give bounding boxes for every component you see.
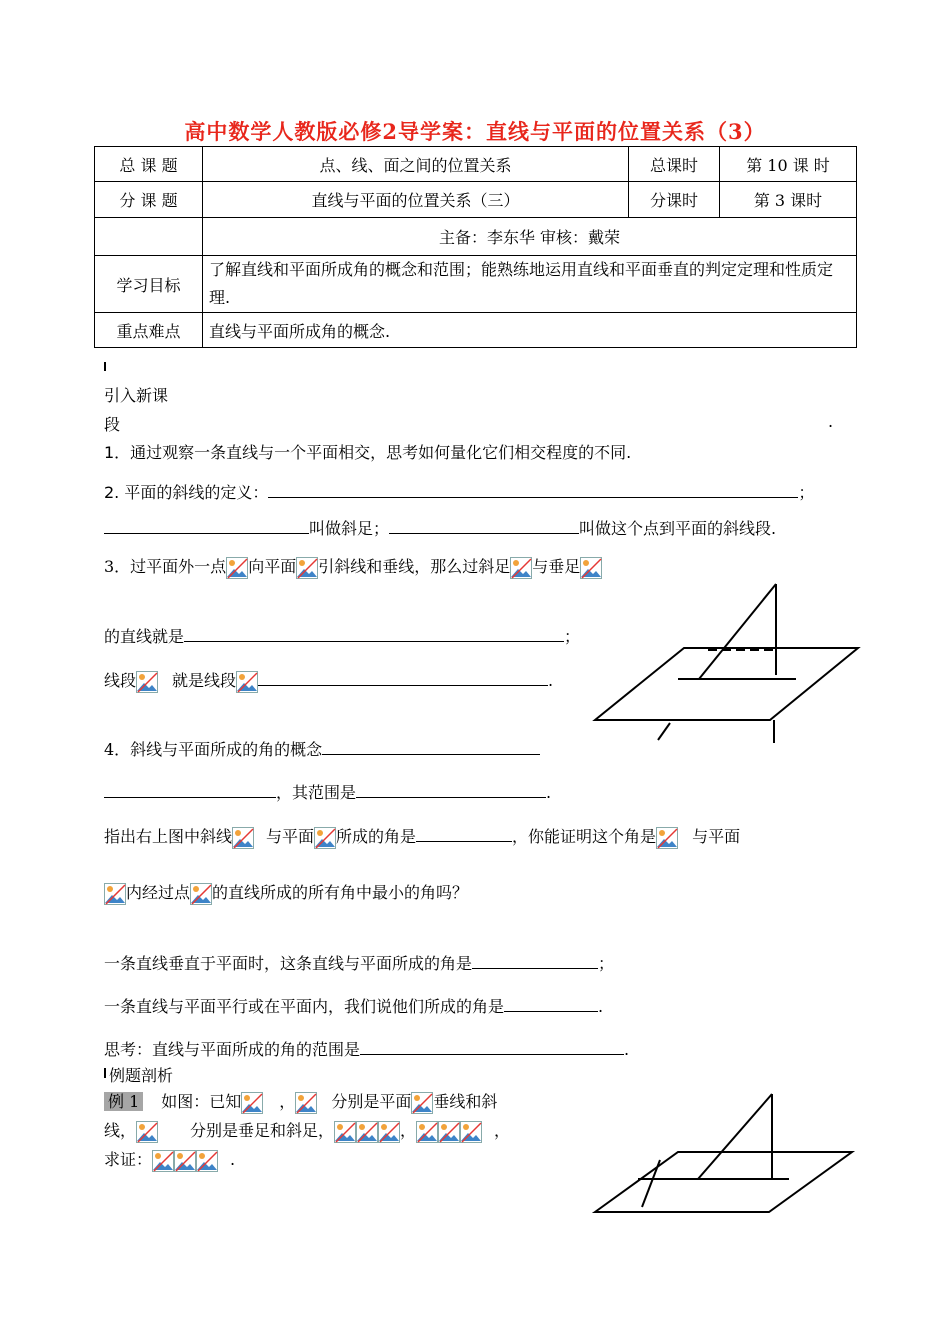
formula-image-icon	[174, 1150, 196, 1172]
statement-2: 一条直线与平面平行或在平面内，我们说他们所成的角是 .	[104, 997, 604, 1016]
prompt-line-2: 内经过点 的直线所成的所有角中最小的角吗？	[104, 880, 468, 905]
question-4-line-2: ，其范围是 .	[104, 780, 551, 803]
formula-image-icon	[580, 557, 602, 579]
marker	[104, 1068, 106, 1078]
marker	[104, 362, 106, 371]
formula-image-icon	[190, 883, 212, 905]
formula-image-icon	[136, 1121, 158, 1143]
statement-1: 一条直线垂直于平面时，这条直线与平面所成的角是 ；	[104, 954, 615, 973]
lesson-info-table	[94, 146, 857, 348]
authors-cell: 主备：李东华 审核：戴荣	[203, 218, 857, 256]
example-line-1: 例 1 如图：已知 ， 分别是平面 垂线和斜	[104, 1089, 497, 1114]
section-heading: 例题剖析	[109, 1066, 174, 1085]
answer-blank[interactable]	[258, 669, 548, 686]
key-points-cell: 直线与平面所成角的概念.	[203, 313, 857, 348]
example-line-2: 线， 分别是垂足和斜足， ， ，	[104, 1118, 510, 1143]
answer-blank[interactable]	[389, 517, 579, 534]
question-3-line-3: 线段 就是线段 .	[104, 668, 553, 693]
oblique-line-figure-2	[592, 1090, 857, 1220]
formula-image-icon	[196, 1150, 218, 1172]
page-title: 高中数学人教版必修2导学案：直线与平面的位置关系（3）	[184, 119, 766, 144]
formula-image-icon	[152, 1150, 174, 1172]
oblique-line-figure-1	[592, 580, 862, 750]
answer-blank[interactable]	[416, 825, 512, 842]
cell-value: 点、线、面之间的位置关系	[203, 147, 629, 182]
answer-blank[interactable]	[356, 781, 546, 798]
text: 叫做斜足；	[309, 519, 390, 538]
cell-empty	[95, 218, 203, 256]
cell-label: 分课时	[629, 182, 720, 218]
formula-image-icon	[460, 1121, 482, 1143]
formula-image-icon	[411, 1092, 433, 1114]
formula-image-icon	[438, 1121, 460, 1143]
cell-value: 第 3 课时	[720, 182, 857, 218]
example-tag: 例 1	[104, 1092, 143, 1111]
statement-3: 思考：直线与平面所成的角的范围是 .	[104, 1040, 630, 1059]
formula-image-icon	[136, 671, 158, 693]
question-4: 4．斜线与平面所成的角的概念	[104, 737, 540, 760]
cell-label: 总课时	[629, 147, 720, 182]
formula-image-icon	[314, 827, 336, 849]
cell-value: 第 10 课 时	[720, 147, 857, 182]
answer-blank[interactable]	[472, 952, 598, 969]
answer-blank[interactable]	[104, 781, 276, 798]
answer-blank[interactable]	[268, 481, 798, 498]
cell-label: 重点难点	[95, 313, 203, 348]
text: 段	[104, 415, 121, 434]
objectives-cell: 了解直线和平面所成角的概念和范围；能熟练地运用直线和平面垂直的判定定理和性质定理.	[203, 256, 857, 313]
example-line-3: 求证： .	[104, 1147, 235, 1172]
question-3: 3．过平面外一点 向平面 引斜线和垂线，那么过斜足 与垂足	[104, 554, 602, 579]
answer-blank[interactable]	[504, 995, 598, 1012]
cell-label: 分 课 题	[95, 182, 203, 218]
question-2-cont	[104, 516, 776, 539]
prompt-line-1: 指出右上图中斜线 与平面 所成的角是 ，你能证明这个角是 与平面	[104, 824, 740, 849]
answer-blank[interactable]	[322, 738, 540, 755]
question-2	[104, 480, 814, 503]
question-1: 1．通过观察一条直线与一个平面相交，思考如何量化它们相交程度的不同.	[104, 443, 632, 462]
text: .	[828, 412, 834, 431]
text: ；	[798, 483, 815, 502]
formula-image-icon	[416, 1121, 438, 1143]
formula-image-icon	[104, 883, 126, 905]
cell-label: 总 课 题	[95, 147, 203, 182]
question-3-line-2: 的直线就是 ；	[104, 627, 581, 646]
cell-value: 直线与平面的位置关系（三）	[203, 182, 629, 218]
answer-blank[interactable]	[184, 625, 564, 642]
formula-image-icon	[334, 1121, 356, 1143]
text: 叫做这个点到平面的斜线段.	[579, 519, 777, 538]
section-heading: 引入新课	[104, 386, 169, 405]
answer-blank[interactable]	[360, 1038, 624, 1055]
formula-image-icon	[656, 827, 678, 849]
formula-image-icon	[232, 827, 254, 849]
formula-image-icon	[510, 557, 532, 579]
formula-image-icon	[296, 557, 318, 579]
formula-image-icon	[356, 1121, 378, 1143]
cell-label: 学习目标	[95, 256, 203, 313]
formula-image-icon	[295, 1092, 317, 1114]
formula-image-icon	[378, 1121, 400, 1143]
formula-image-icon	[226, 557, 248, 579]
formula-image-icon	[236, 671, 258, 693]
text: 2. 平面的斜线的定义：	[104, 483, 269, 502]
answer-blank[interactable]	[104, 517, 309, 534]
formula-image-icon	[241, 1092, 263, 1114]
